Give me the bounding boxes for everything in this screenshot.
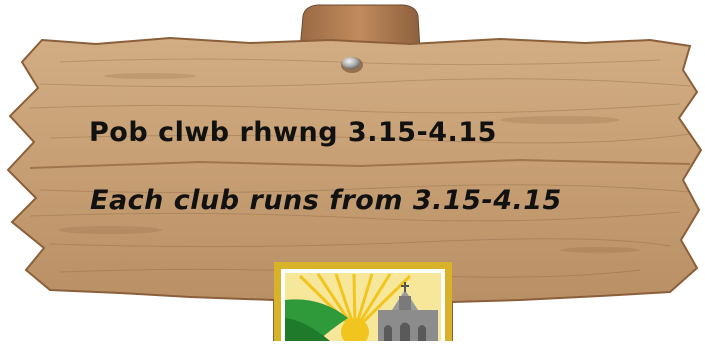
nail-icon xyxy=(341,57,363,73)
sign-text-english: Each club runs from 3.15-4.15 xyxy=(90,185,562,216)
school-badge-icon xyxy=(274,262,452,341)
sign-text-welsh: Pob clwb rhwng 3.15-4.15 xyxy=(89,117,497,148)
